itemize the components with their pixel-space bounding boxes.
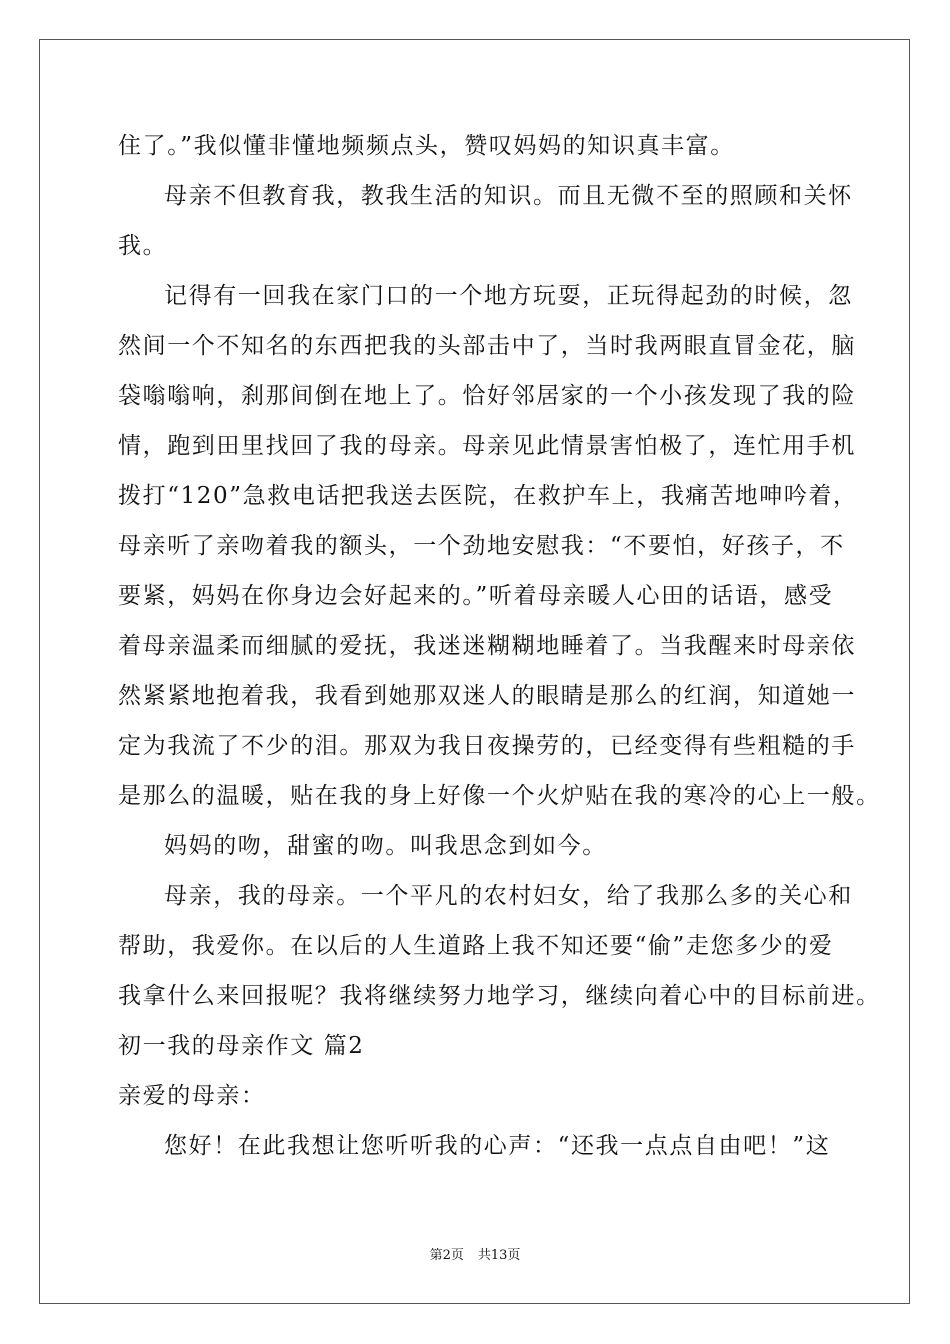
text-line: 着母亲温柔而细腻的爱抚，我迷迷糊糊地睡着了。当我醒来时母亲依	[118, 633, 856, 659]
text-line: 是那么的温暖，贴在我的身上好像一个火炉贴在我的寒冷的心上一般。	[118, 783, 881, 809]
text-line: 然间一个不知名的东西把我的头部击中了，当时我两眼直冒金花，脑	[118, 333, 856, 359]
text-line: 我拿什么来回报呢？我将继续努力地学习，继续向着心中的目标前进。	[118, 983, 881, 1009]
text-line: 母亲不但教育我，教我生活的知识。而且无微不至的照顾和关怀	[164, 183, 853, 209]
text-line: 妈妈的吻，甜蜜的吻。叫我思念到如今。	[164, 833, 607, 859]
text-line: 定为我流了不少的泪。那双为我日夜操劳的，已经变得有些粗糙的手	[118, 733, 856, 759]
section-heading: 初一我的母亲作文 篇2	[118, 1033, 365, 1059]
page-footer	[0, 1247, 950, 1265]
text-line: 然紧紧地抱着我，我看到她那双迷人的眼睛是那么的红润，知道她一	[118, 683, 856, 709]
text-line: 袋嗡嗡响，刹那间倒在地上了。恰好邻居家的一个小孩发现了我的险	[118, 383, 856, 409]
text-line: 帮助，我爱你。在以后的人生道路上我不知还要“偷”走您多少的爱	[118, 933, 834, 959]
text-line: 拨打“120”急救电话把我送去医院，在救护车上，我痛苦地呻吟着，	[118, 483, 858, 509]
text-line: 记得有一回我在家门口的一个地方玩耍，正玩得起劲的时候，忽	[164, 283, 853, 309]
text-line: 我。	[118, 233, 168, 259]
text-line: 您好！在此我想让您听听我的心声：“还我一点点自由吧！”这	[164, 1133, 831, 1159]
page-total: 共13页	[477, 1248, 521, 1263]
page-number: 第2页	[429, 1248, 464, 1263]
text-line: 要紧，妈妈在你身边会好起来的。”听着母亲暖人心田的话语，感受	[118, 583, 834, 609]
text-line: 情，跑到田里找回了我的母亲。母亲见此情景害怕极了，连忙用手机	[118, 433, 856, 459]
salutation: 亲爱的母亲：	[118, 1083, 266, 1109]
text-line: 住了。”我似懂非懂地频频点头，赞叹妈妈的知识真丰富。	[118, 133, 735, 159]
text-line: 母亲，我的母亲。一个平凡的农村妇女，给了我那么多的关心和	[164, 883, 853, 909]
text-line: 母亲听了亲吻着我的额头，一个劲地安慰我：“不要怕，好孩子，不	[118, 533, 845, 559]
